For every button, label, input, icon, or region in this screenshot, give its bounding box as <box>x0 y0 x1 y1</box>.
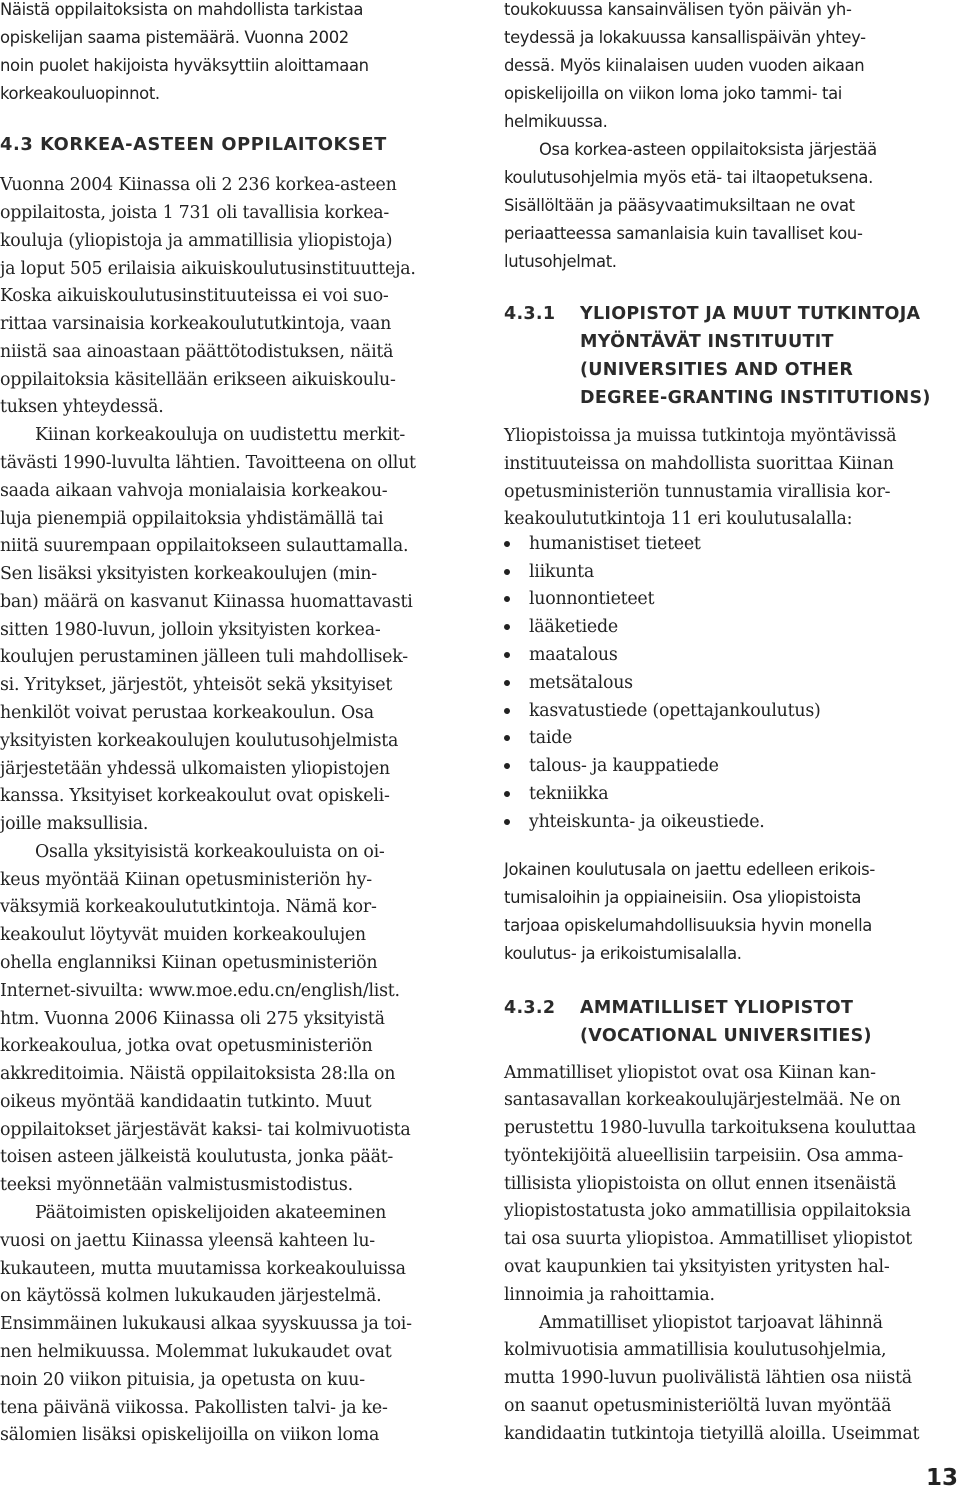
body-line: toisen asteen jälkeistä koulutusta, jonka päät- <box>0 1147 394 1167</box>
body-line: Ammatilliset yliopistot tarjoavat lähinnä <box>539 1313 883 1333</box>
body-line: vuosi on jaettu Kiinassa yleensä kahteen lu- <box>0 1231 375 1251</box>
list-item: luonnontieteet <box>529 589 655 609</box>
bullet-icon <box>504 791 510 797</box>
body-line: si. Yritykset, järjestöt, yhteisöt sekä yksityiset <box>0 675 393 695</box>
body-line: Sisällöltään ja pääsyvaatimuksiltaan ne ovat <box>504 196 855 215</box>
body-line: sälomien lisäksi opiskelijoilla on viikon loma <box>0 1425 380 1445</box>
list-item: talous- ja kauppatiede <box>529 756 719 776</box>
body-line: Kiinan korkeakouluja on uudistettu merkit- <box>35 425 405 445</box>
body-line: mutta 1990-luvun puolivälistä lähtien osa niistä <box>504 1368 912 1388</box>
page-number: 13 <box>925 1465 958 1491</box>
body-line: Yliopistoissa ja muissa tutkintoja myöntävissä <box>504 426 897 446</box>
body-line: koulutus- ja erikoistumisalalla. <box>504 944 742 963</box>
body-line: lutusohjelmat. <box>504 252 617 271</box>
body-line: luja pienempiä oppilaitoksia yhdistämällä tai <box>0 509 384 529</box>
body-line: saada aikaan vahvoja monialaisia korkeakou- <box>0 481 388 501</box>
body-line: Osalla yksityisistä korkeakouluista on oi- <box>35 842 385 862</box>
body-line: tarjoaa opiskelumahdollisuuksia hyvin monella <box>504 916 873 935</box>
body-line: dessä. Myös kiinalaisen uuden vuoden aikaan <box>504 56 865 75</box>
bullet-icon <box>504 735 510 741</box>
body-line: joille maksullisia. <box>0 814 149 834</box>
intro-line: Näistä oppilaitoksista on mahdollista tarkistaa <box>0 0 364 19</box>
body-line: keus myöntää Kiinan opetusministeriön hy- <box>0 870 372 890</box>
body-line: työntekijöitä alueellisiin tarpeisiin. Osa amma- <box>504 1146 903 1166</box>
body-line: helmikuussa. <box>504 112 608 131</box>
section-title-line: DEGREE-GRANTING INSTITUTIONS) <box>580 388 931 408</box>
section-number-4-3-2: 4.3.2 <box>504 998 556 1018</box>
body-line: akkreditoimia. Näistä oppilaitoksista 28:lla on <box>0 1064 396 1084</box>
bullet-icon <box>504 569 510 575</box>
body-line: korkeakoulua, jotka ovat opetusministeriön <box>0 1036 373 1056</box>
body-line: kukauteen, mutta muutamissa korkeakouluissa <box>0 1259 406 1279</box>
body-line: teeksi myönnetään valmistusmistodistus. <box>0 1175 353 1195</box>
body-line: väksymiä korkeakoulututkintoja. Nämä kor- <box>0 897 377 917</box>
bullet-icon <box>504 541 510 547</box>
bullet-icon <box>504 680 510 686</box>
section-title-line: MYÖNTÄVÄT INSTITUUTIT <box>580 332 834 352</box>
intro-line: korkeakouluopinnot. <box>0 84 160 103</box>
list-item: maatalous <box>529 645 618 665</box>
body-line: oppilaitokset järjestävät kaksi- tai kolmivuotista <box>0 1120 411 1140</box>
body-line: nen helmikuussa. Molemmat lukukaudet ovat <box>0 1342 392 1362</box>
body-line: teydessä ja lokakuussa kansallispäivän yhtey- <box>504 28 866 47</box>
section-number-4-3-1: 4.3.1 <box>504 304 556 324</box>
body-line: kanssa. Yksityiset korkeakoulut ovat opiskeli- <box>0 786 390 806</box>
section-heading-4-3: 4.3 KORKEA-ASTEEN OPPILAITOKSET <box>0 134 387 155</box>
body-line: Koska aikuiskoulutusinstituuteissa ei voi suo- <box>0 286 389 306</box>
body-line: tai osa suurta yliopistoa. Ammatilliset yliopistot <box>504 1229 913 1249</box>
body-line: niitä suurempaan oppilaitokseen sulauttamalla. <box>0 536 409 556</box>
body-line: niistä saa ainoastaan päättötodistuksen, näitä <box>0 342 394 362</box>
list-item: kasvatustiede (opettajankoulutus) <box>529 701 821 721</box>
bullet-icon <box>504 708 510 714</box>
body-line: koulujen perustaminen jälleen tuli mahdollisek- <box>0 647 408 667</box>
body-line: kandidaatin tutkintoja tietyillä aloilla. Useimmat <box>504 1424 920 1444</box>
body-line: kolmivuotisia ammatillisia koulutusohjelmia, <box>504 1340 887 1360</box>
body-line: opiskelijoilla on viikon loma joko tammi- tai <box>504 84 842 103</box>
body-line: järjestetään yhdessä ulkomaisten yliopistojen <box>0 759 390 779</box>
body-line: periaatteessa samanlaisia kuin tavalliset kou- <box>504 224 863 243</box>
section-title-line: (UNIVERSITIES AND OTHER <box>580 360 854 380</box>
body-line: ovat kaupunkien tai yksityisten yritysten hal- <box>504 1257 890 1277</box>
list-item: metsätalous <box>529 673 633 693</box>
body-line: tumisaloihin ja oppiaineisiin. Osa yliopistoista <box>504 888 862 907</box>
bullet-icon <box>504 652 510 658</box>
list-item: yhteiskunta- ja oikeustiede. <box>529 812 765 832</box>
body-line: on käytössä kolmen lukukauden järjestelmä. <box>0 1286 382 1306</box>
body-line: kouluja (yliopistoja ja ammatillisia yliopistoja) <box>0 231 393 251</box>
body-line: Ammatilliset yliopistot ovat osa Kiinan kan- <box>504 1063 876 1083</box>
body-line: ja loput 505 erilaisia aikuiskoulutusinstituutteja. <box>0 259 416 279</box>
list-item: humanistiset tieteet <box>529 534 701 554</box>
intro-line: noin puolet hakijoista hyväksyttiin aloittamaan <box>0 56 369 75</box>
body-line: Osa korkea-asteen oppilaitoksista järjestää <box>539 140 877 159</box>
body-line: on saanut opetusministeriöltä luvan myöntää <box>504 1396 892 1416</box>
body-line: linnoimia ja rahoittamia. <box>504 1285 715 1305</box>
body-line: santasavallan korkeakoulujärjestelmää. Ne on <box>504 1090 901 1110</box>
body-line: rittaa varsinaisia korkeakoulututkintoja, vaan <box>0 314 392 334</box>
bullet-icon <box>504 624 510 630</box>
body-line: tuksen yhteydessä. <box>0 397 164 417</box>
bullet-icon <box>504 819 510 825</box>
intro-line: opiskelijan saama pistemäärä. Vuonna 2002 <box>0 28 349 47</box>
body-line: Jokainen koulutusala on jaettu edelleen erikois- <box>504 860 875 879</box>
body-line: koulutusohjelmia myös etä- tai iltaopetuksena. <box>504 168 873 187</box>
body-line: Päätoimisten opiskelijoiden akateeminen <box>35 1203 387 1223</box>
body-line: instituuteissa on mahdollista suorittaa Kiinan <box>504 454 894 474</box>
body-line: Sen lisäksi yksityisten korkeakoulujen (min- <box>0 564 377 584</box>
body-line: oikeus myöntää kandidaatin tutkinto. Muut <box>0 1092 372 1112</box>
body-line: perustettu 1980-luvulla tarkoituksena kouluttaa <box>504 1118 917 1138</box>
body-line: sitten 1980-luvun, jolloin yksityisten korkea- <box>0 620 381 640</box>
bullet-icon <box>504 763 510 769</box>
body-line: opetusministeriön tunnustamia virallisia kor- <box>504 482 891 502</box>
body-line: toukokuussa kansainvälisen työn päivän yh- <box>504 0 852 19</box>
body-line: yliopistostatusta joko ammatillisia oppilaitoksia <box>504 1201 911 1221</box>
list-item: tekniikka <box>529 784 609 804</box>
section-title-line: (VOCATIONAL UNIVERSITIES) <box>580 1026 872 1046</box>
body-line: ban) määrä on kasvanut Kiinassa huomattavasti <box>0 592 413 612</box>
body-line: henkilöt voivat perustaa korkeakoulun. Osa <box>0 703 374 723</box>
body-line: oppilaitosta, joista 1 731 oli tavallisia korkea- <box>0 203 390 223</box>
body-line: noin 20 viikon pituisia, ja opetusta on kuu- <box>0 1370 365 1390</box>
body-line: Ensimmäinen lukukausi alkaa syyskuussa ja toi- <box>0 1314 412 1334</box>
list-item: lääketiede <box>529 617 618 637</box>
body-line: Vuonna 2004 Kiinassa oli 2 236 korkea-asteen <box>0 175 397 195</box>
body-line: Internet-sivuilta: www.moe.edu.cn/english/list. <box>0 981 400 1001</box>
body-line: tena päivänä viikossa. Pakollisten talvi- ja ke- <box>0 1398 388 1418</box>
body-line: keakoulut löytyvät muiden korkeakoulujen <box>0 925 366 945</box>
body-line: keakoulututkintoja 11 eri koulutusalalla: <box>504 509 853 529</box>
bullet-icon <box>504 596 510 602</box>
body-line: oppilaitoksia käsitellään erikseen aikuiskoulu- <box>0 370 396 390</box>
body-line: ohella englanniksi Kiinan opetusministeriön <box>0 953 378 973</box>
body-line: tävästi 1990-luvulta lähtien. Tavoitteena on ollut <box>0 453 416 473</box>
list-item: taide <box>529 728 573 748</box>
section-title-line: YLIOPISTOT JA MUUT TUTKINTOJA <box>580 304 921 324</box>
section-title-line: AMMATILLISET YLIOPISTOT <box>580 998 854 1018</box>
list-item: liikunta <box>529 562 594 582</box>
body-line: htm. Vuonna 2006 Kiinassa oli 275 yksityistä <box>0 1009 385 1029</box>
body-line: yksityisten korkeakoulujen koulutusohjelmista <box>0 731 399 751</box>
body-line: tillisista yliopistoista on ollut ennen itsenäistä <box>504 1174 897 1194</box>
